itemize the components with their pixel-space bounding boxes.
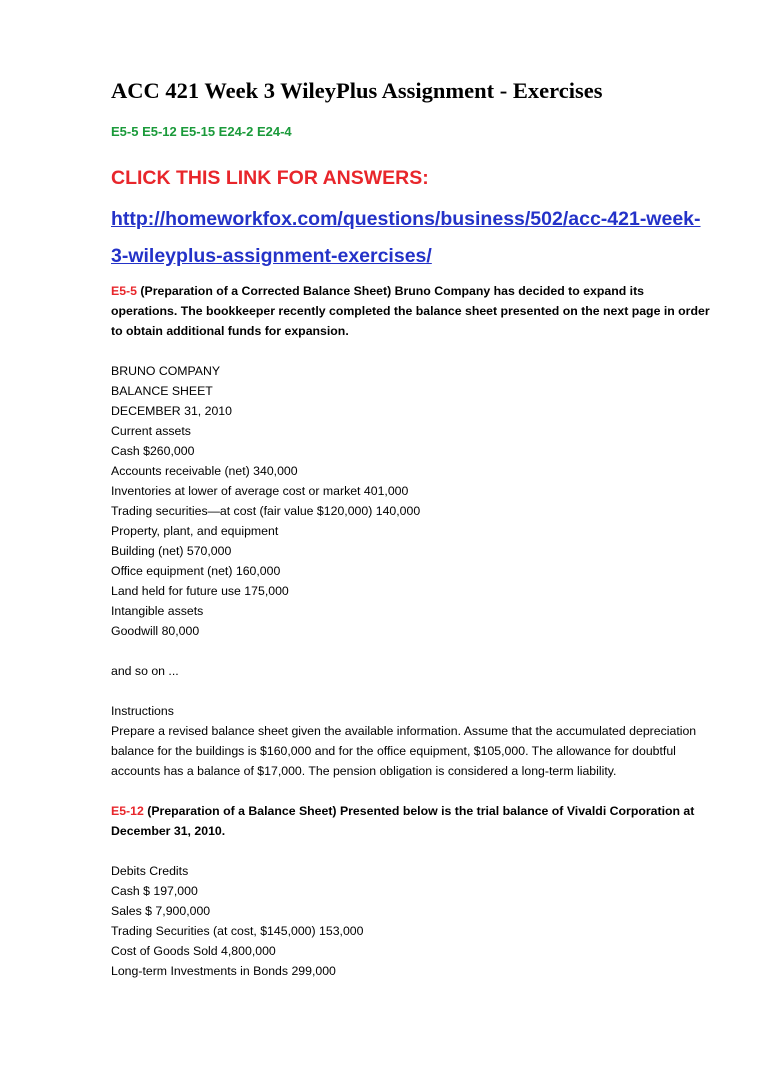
e5-12-intro — [111, 801, 711, 841]
balance-sheet — [111, 361, 708, 641]
answers-link[interactable]: http://homeworkfox.com/questions/business/502/acc-421-week-3-wileyplus-assignment-exercises/ — [111, 208, 701, 267]
click-link-heading: CLICK THIS LINK FOR ANSWERS: — [111, 167, 429, 189]
trial-balance-line: Long-term Investments in Bonds 299,000 — [111, 964, 336, 978]
balance-sheet-line: Current assets — [111, 424, 191, 438]
e5-5-intro-text: (Preparation of a Corrected Balance Sheet) Bruno Company has decided to expand its operations. The bookkeeper recently completed the balance sheet presented on the next page in order to obtain additional funds for expansion. — [111, 284, 710, 338]
instructions-text: Prepare a revised balance sheet given the available information. Assume that the accumulated depreciation balance for the buildings is $160,000 and for the office equipment, $105,000. The allowance for doubtful accounts has a balance of $17,000. The pension obligation is considered a long-term liability. — [111, 724, 697, 778]
balance-sheet-line: Office equipment (net) 160,000 — [111, 564, 281, 578]
balance-sheet-line: Building (net) 570,000 — [111, 544, 232, 558]
trial-balance-line: Trading Securities (at cost, $145,000) 153,000 — [111, 924, 364, 938]
e5-5-intro — [111, 281, 711, 341]
balance-sheet-line: Accounts receivable (net) 340,000 — [111, 464, 298, 478]
instructions-heading: Instructions — [111, 704, 174, 718]
balance-sheet-line: Intangible assets — [111, 604, 204, 618]
trial-balance-line: Debits Credits — [111, 864, 189, 878]
trial-balance-line: Cost of Goods Sold 4,800,000 — [111, 944, 276, 958]
balance-sheet-line: Property, plant, and equipment — [111, 524, 279, 538]
balance-sheet-line: Land held for future use 175,000 — [111, 584, 289, 598]
document-title: ACC 421 Week 3 WileyPlus Assignment - Exercises — [111, 78, 603, 103]
balance-sheet-line: DECEMBER 31, 2010 — [111, 404, 232, 418]
balance-sheet-line: Inventories at lower of average cost or market 401,000 — [111, 484, 409, 498]
balance-sheet-line: BALANCE SHEET — [111, 384, 213, 398]
balance-sheet-line: Cash $260,000 — [111, 444, 195, 458]
e5-12-label: E5-12 — [111, 804, 144, 818]
e5-12-intro-text: (Preparation of a Balance Sheet) Presented below is the trial balance of Vivaldi Corporation at December 31, 2010. — [111, 804, 695, 838]
trial-balance-line: Sales $ 7,900,000 — [111, 904, 211, 918]
balance-sheet-line: Trading securities—at cost (fair value $120,000) 140,000 — [111, 504, 421, 518]
and-so-on: and so on ... — [111, 664, 179, 678]
trial-balance — [111, 861, 708, 981]
e5-5-label: E5-5 — [111, 284, 137, 298]
balance-sheet-line: Goodwill 80,000 — [111, 624, 200, 638]
exercise-codes: E5-5 E5-12 E5-15 E24-2 E24-4 — [111, 124, 292, 139]
balance-sheet-line: BRUNO COMPANY — [111, 364, 221, 378]
trial-balance-line: Cash $ 197,000 — [111, 884, 198, 898]
